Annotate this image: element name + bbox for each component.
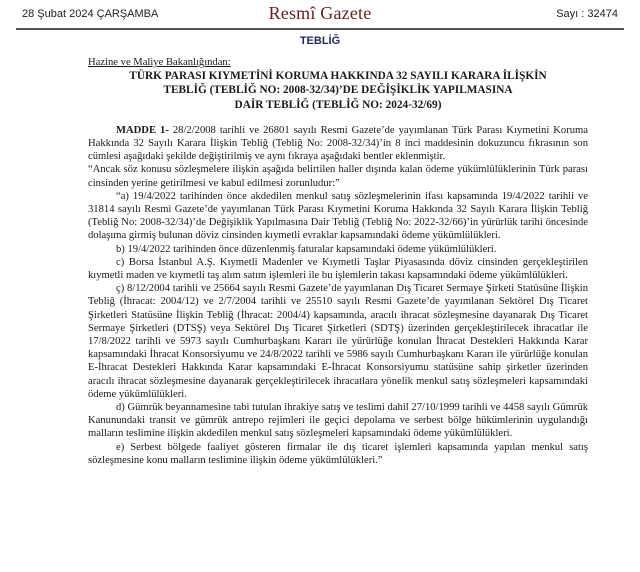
article-intro [88, 124, 588, 164]
issuing-ministry: Hazine ve Maliye Bakanlığından: [88, 57, 231, 68]
issue-number: Sayı : 32474 [556, 8, 618, 20]
clause-c: c) Borsa İstanbul A.Ş. Kıymetli Madenler ve Kıymetli Taşlar Piyasasında döviz cinsinden gerçekleştirilen kıymetli maden ve kıymetli taş alım satım işlemleri ile bu işlemlerin takası kapsamındaki ödeme yükümlülükleri. [88, 256, 588, 282]
article-label: MADDE 1- [116, 124, 169, 136]
document-title [88, 69, 588, 112]
clause-e: e) Serbest bölgede faaliyet gösteren firmalar ile dış ticaret işlemleri kapsamında yapılan menkul satış sözleşmesine konu malların teslimine ilişkin ödeme yükümlülükleri.” [88, 441, 588, 466]
header-divider [16, 28, 624, 30]
gazette-title: Resmî Gazete [268, 3, 372, 23]
clause-d: d) Gümrük beyannamesine tabi tutulan ihrakiye satış ve teslimi dahil 27/10/1999 tarihli ve 4458 sayılı Gümrük Kanunundaki transit ve gümrük antrepo rejimleri ile geçici depolama ve serbest bölge hükümlerinin uygulandığı malların teslimine ilişkin akdedilen menkul satış sözleşmeleri kapsamındaki ödeme yükümlülükleri. [88, 402, 588, 440]
section-heading: TEBLİĞ [299, 35, 341, 47]
clause-b: b) 19/4/2022 tarihinden önce düzenlenmiş faturalar kapsamındaki ödeme yükümlülükleri. [116, 243, 497, 255]
article-quote: “Ancak söz konusu sözleşmelere ilişkin aşağıda belirtilen haller dışında kalan ödeme yükümlülüklerinin Türk parası cinsinden yerine getirilmesi ve kabul edilmesi zorunludur:” [88, 164, 588, 189]
gazette-header [16, 0, 624, 28]
title-line: TÜRK PARASI KIYMETİNİ KORUMA HAKKINDA 32 SAYILI KARARA İLİŞKİN [129, 70, 547, 83]
issue-date: 28 Şubat 2024 ÇARŞAMBA [22, 8, 159, 20]
title-line: DAİR TEBLİĞ (TEBLİĞ NO: 2024-32/69) [234, 98, 442, 111]
title-line: TEBLİĞ (TEBLİĞ NO: 2008-32/34)’DE DEĞİŞİKLİK YAPILMASINA [163, 84, 513, 97]
document-body [88, 56, 588, 467]
article-intro-text: 28/2/2008 tarihli ve 26801 sayılı Resmi Gazete’de yayımlanan Türk Parası Kıymetini Koruma Hakkında 32 Sayılı Karara İlişkin Tebliğ (Tebliğ No: 2008-32/34)’in 8 inci maddesinin dokuzuncu fıkrasının son cümlesi aşağıdaki şekilde değiştirilmiş ve aynı fıkraya aşağıdaki bentler eklenmiştir. [88, 124, 588, 163]
clause-c-cedilla: ç) 8/12/2004 tarihli ve 25664 sayılı Resmi Gazete’de yayımlanan Dış Ticaret Sermaye Şirketi Statüsüne İlişkin Tebliğ (İhracat: 2004/12) ve 2/7/2004 tarihli ve 25510 sayılı Resmi Gazete’de yayımlanan Sektörel Dış Ticaret Şirketleri Statüsüne İlişkin Tebliğ (İhracat: 2004/4) kapsamında, aracılı ihracat sözleşmesine dayanarak Dış Ticaret Sermaye Şirketleri (DTSŞ) veya Sektörel Dış Ticaret Şirketleri (SDTŞ) üzerinden gerçekleştirilecek ihracatlar ile 17/8/2022 tarihli ve 5973 sayılı Cumhurbaşkanı Kararı ile yürürlüğe konulan İhracat Destekleri Hakkında Karar kapsamındaki İhracat Konsorsiyumu ve 24/8/2022 tarihli ve 5986 sayılı Cumhurbaşkanı Kararı ile yürürlüğe konulan E-İhracat Destekleri Hakkında Karar kapsamındaki E-İhracat Konsorsiyumu statüsüne sahip şirketler üzerinden aracılı ihracat sözleşmesine dayanarak gerçekleştirilecek ihracatlara yönelik menkul satış sözleşmeleri kapsamındaki ödeme yükümlülükleri. [88, 283, 588, 400]
clause-a: “a) 19/4/2022 tarihinden önce akdedilen menkul satış sözleşmelerinin ifası kapsamında 19/4/2022 tarihli ve 31814 sayılı Resmi Gazete’de yayımlanan Türk Parası Kıymetini Koruma Hakkında 32 Sayılı Karara İlişkin Tebliğ (Tebliğ No: 2008-32/34)’de Değişiklik Yapılmasına Dair Tebliğ (Tebliğ No: 2022-32/66)’in yürürlük tarihi öncesinde dolaşıma girmiş bulunan döviz cinsinden kıymetli evraklar kapsamındaki ödeme yükümlülükleri. [88, 190, 588, 242]
